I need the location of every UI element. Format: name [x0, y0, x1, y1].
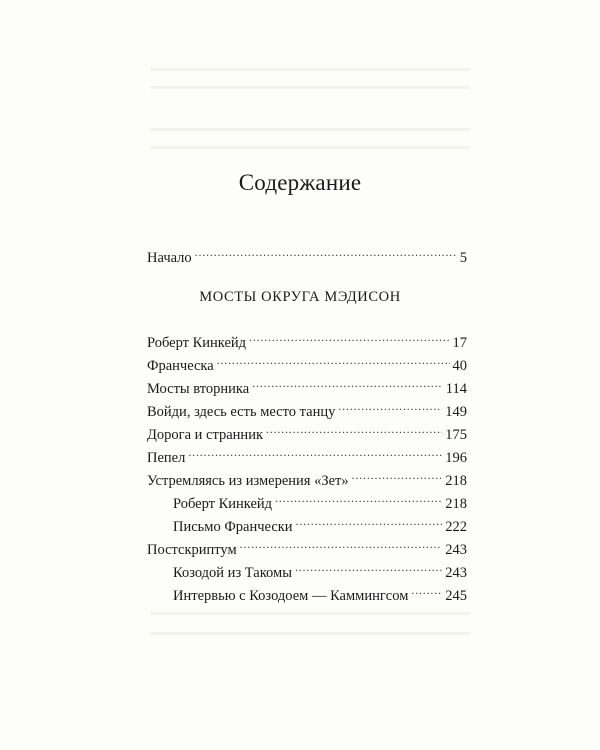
toc-entry-page: 243 — [445, 565, 467, 581]
bleed-through-line — [150, 612, 470, 615]
toc-entry-page: 40 — [452, 358, 467, 374]
toc-entry-page: 218 — [445, 473, 467, 489]
toc-subentry — [173, 488, 467, 512]
dot-leader — [295, 557, 442, 577]
toc-entry-page: 175 — [445, 427, 467, 443]
toc-entry — [147, 327, 467, 351]
toc-subentry — [173, 511, 467, 535]
toc-entry-label: Письмо Франчески — [173, 519, 293, 535]
toc-entry-page: 222 — [445, 519, 467, 535]
toc-entry — [147, 396, 467, 420]
toc-entry-page: 114 — [445, 381, 467, 397]
dot-leader — [188, 442, 442, 462]
toc-entry — [147, 442, 467, 466]
dot-leader — [249, 327, 449, 347]
bleed-through-line — [150, 146, 470, 149]
toc-entry — [147, 465, 467, 489]
toc-entry-label: Интервью с Козодоем — Каммингсом — [173, 588, 409, 604]
toc-entry-label: Козодой из Такомы — [173, 565, 292, 581]
dot-leader — [266, 419, 442, 439]
toc-entry — [147, 534, 467, 558]
toc-entry-page: 5 — [459, 250, 467, 266]
toc-subentry — [173, 580, 467, 604]
toc-entry-page: 196 — [445, 450, 467, 466]
toc-entry-page: 245 — [445, 588, 467, 604]
dot-leader — [252, 373, 443, 393]
dot-leader — [195, 242, 457, 262]
page-title: Содержание — [238, 170, 362, 195]
toc-entry-label: Мосты вторника — [147, 381, 250, 397]
dot-leader — [352, 465, 443, 485]
toc-entry-label: Франческа — [147, 358, 214, 374]
toc-entry-label: Пепел — [147, 450, 186, 466]
dot-leader — [338, 396, 442, 416]
bleed-through-line — [150, 632, 470, 635]
toc-entry-label: Войди, здесь есть место танцу — [147, 404, 336, 420]
toc-entry-label: Роберт Кинкейд — [173, 496, 273, 512]
bleed-through-line — [150, 68, 470, 71]
dot-leader — [217, 350, 450, 370]
toc-entry — [147, 419, 467, 443]
dot-leader — [411, 580, 442, 600]
toc-entry-label: Начало — [147, 250, 192, 266]
toc-entry-label: Дорога и странник — [147, 427, 263, 443]
bleed-through-line — [150, 86, 470, 89]
toc-entry-label: Роберт Кинкейд — [147, 335, 247, 351]
dot-leader — [240, 534, 443, 554]
toc-entry — [147, 350, 467, 374]
toc-entry-page: 243 — [445, 542, 467, 558]
toc-subentry — [173, 557, 467, 581]
toc-entry — [147, 373, 467, 397]
toc-entry-page: 218 — [445, 496, 467, 512]
dot-leader — [296, 511, 443, 531]
section-title: МОСТЫ ОКРУГА МЭДИСОН — [199, 289, 401, 305]
toc-entry-label: Устремляясь из измерения «Зет» — [147, 473, 349, 489]
toc-entry-label: Постскриптум — [147, 542, 237, 558]
dot-leader — [275, 488, 442, 508]
toc-entry-page: 17 — [452, 335, 467, 351]
bleed-through-line — [150, 128, 470, 131]
toc-entry-intro — [147, 242, 467, 266]
toc-entry-page: 149 — [445, 404, 467, 420]
